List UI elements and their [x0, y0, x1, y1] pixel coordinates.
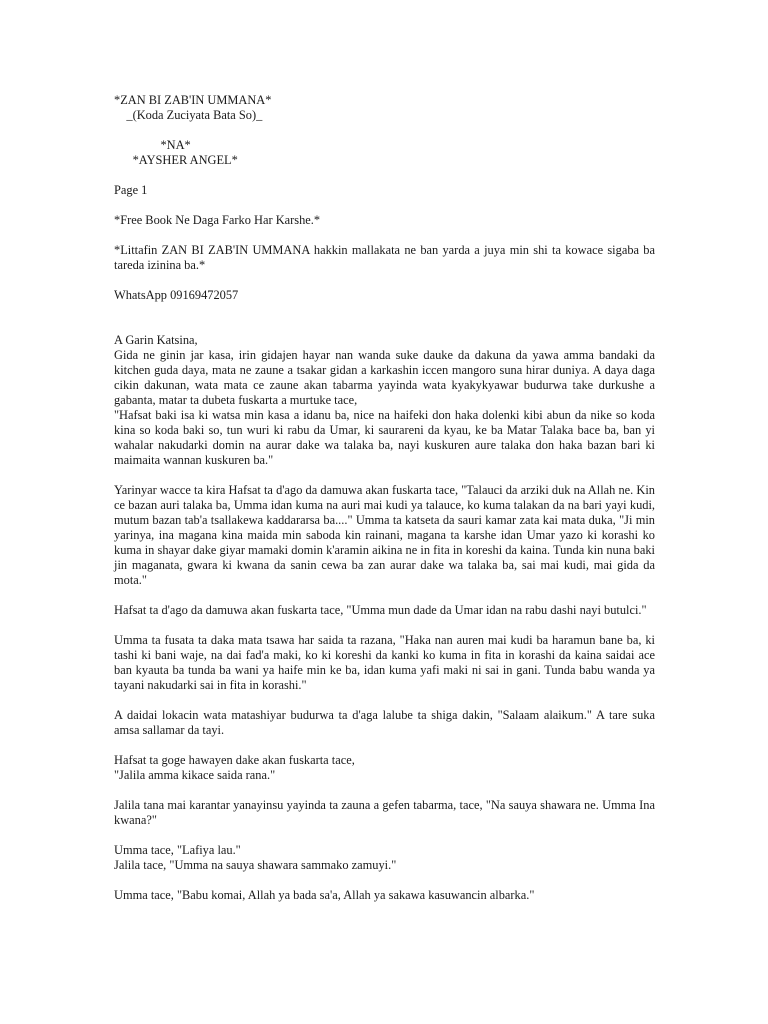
story-paragraph: Jalila tana mai karantar yanayinsu yayinda ta zauna a gefen tabarma, tace, "Na sauya shawara ne. Umma Ina kwana?": [114, 798, 655, 827]
page-number: Page 1: [114, 183, 148, 197]
book-title: *ZAN BI ZAB'IN UMMANA*: [114, 93, 272, 107]
by-line: *NA*: [114, 138, 191, 152]
whatsapp-contact: WhatsApp 09169472057: [114, 288, 239, 302]
document-content: [114, 93, 655, 903]
story-paragraph: Jalila tace, "Umma na sauya shawara sammako zamuyi.": [114, 858, 397, 872]
story-paragraph: A daidai lokacin wata matashiyar budurwa ta d'aga lalube ta shiga dakin, "Salaam alaikum." A tare suka amsa sallamar da tayi.: [114, 708, 655, 737]
story-paragraph: Umma tace, "Lafiya lau.": [114, 843, 241, 857]
story-paragraph: Yarinyar wacce ta kira Hafsat ta d'ago da damuwa akan fuskarta tace, "Talauci da arziki duk na Allah ne. Kin ce bazan auri talaka ba, Umma idan kuma na auri mai kudi ya talauce, ko kuma talakan da na bari yayi kudi, mutum bazan tab'a tsallakewa kaddararsa ba...." Umma ta katseta da sauri kamar zata kai mata duka, "Ji min yarinya, ina magana kina maida min saboda kin rainani, magana ta karshe idan Umar yazo ki korashi ko kuma in shayar dake giyar mamaki domin k'aramin aikina ne in fita in koreshi da kaina. Tunda kin nuna baki jin maganata, gwara ki kwana da sanin cewa ba zan aurar dake wa talaka ba, sai mai kudi, mai gida da mota.": [114, 483, 655, 587]
story-paragraph: "Jalila amma kikace saida rana.": [114, 768, 276, 782]
author-name: *AYSHER ANGEL*: [114, 153, 238, 167]
copyright-notice: *Littafin ZAN BI ZAB'IN UMMANA hakkin mallakata ne ban yarda a juya min shi ta kowace sigaba ba tareda izinina ba.*: [114, 243, 655, 272]
book-subtitle: _(Koda Zuciyata Bata So)_: [114, 108, 263, 122]
story-paragraph: Gida ne ginin jar kasa, irin gidajen hayar nan wanda suke dauke da dakuna da yawa amma bandaki da kitchen guda daya, mata ne zaune a tsakar gidan a karkashin iccen mangoro suna hirar duniya. A daya daga cikin dakunan, wata mata ce zaune akan tabarma yayinda wata kyakykyawar budurwa take durkushe a gabanta, matar ta dubeta fuskarta a murtuke tace,: [114, 348, 655, 407]
story-paragraph: "Hafsat baki isa ki watsa min kasa a idanu ba, nice na haifeki don haka dolenki kibi abun da nike so koda kina so koda baki so, tun wuri ki rabu da Umar, ki saurareni da kyau, ke ba Matar Talaka bace ba, ban yi wahalar nakudarki domin na aurar dake wa talaka ba, nayi kuskuren aure talaka don haka bazan bari ki maimaita wannan kuskuren ba.": [114, 408, 655, 467]
story-location: A Garin Katsina,: [114, 333, 198, 347]
story-paragraph: Hafsat ta goge hawayen dake akan fuskarta tace,: [114, 753, 355, 767]
story-paragraph: Hafsat ta d'ago da damuwa akan fuskarta tace, "Umma mun dade da Umar idan na rabu dashi nayi butulci.": [114, 603, 647, 617]
free-book-note: *Free Book Ne Daga Farko Har Karshe.*: [114, 213, 321, 227]
story-paragraph: Umma ta fusata ta daka mata tsawa har saida ta razana, "Haka nan auren mai kudi ba haramun bane ba, ki tashi ki bani waje, na dai fad'a maki, ko ki koreshi da kanki ko kuma in fita in korashi da kaina saidai ace ban kyauta ba tunda ba wani ya haife min ke ba, idan kuma yafi maki ni sai in gani. Tunda babu wanda ya tayani nakudarki sai in fita in korashi.": [114, 633, 655, 692]
story-paragraph: Umma tace, "Babu komai, Allah ya bada sa'a, Allah ya sakawa kasuwancin albarka.": [114, 888, 535, 902]
